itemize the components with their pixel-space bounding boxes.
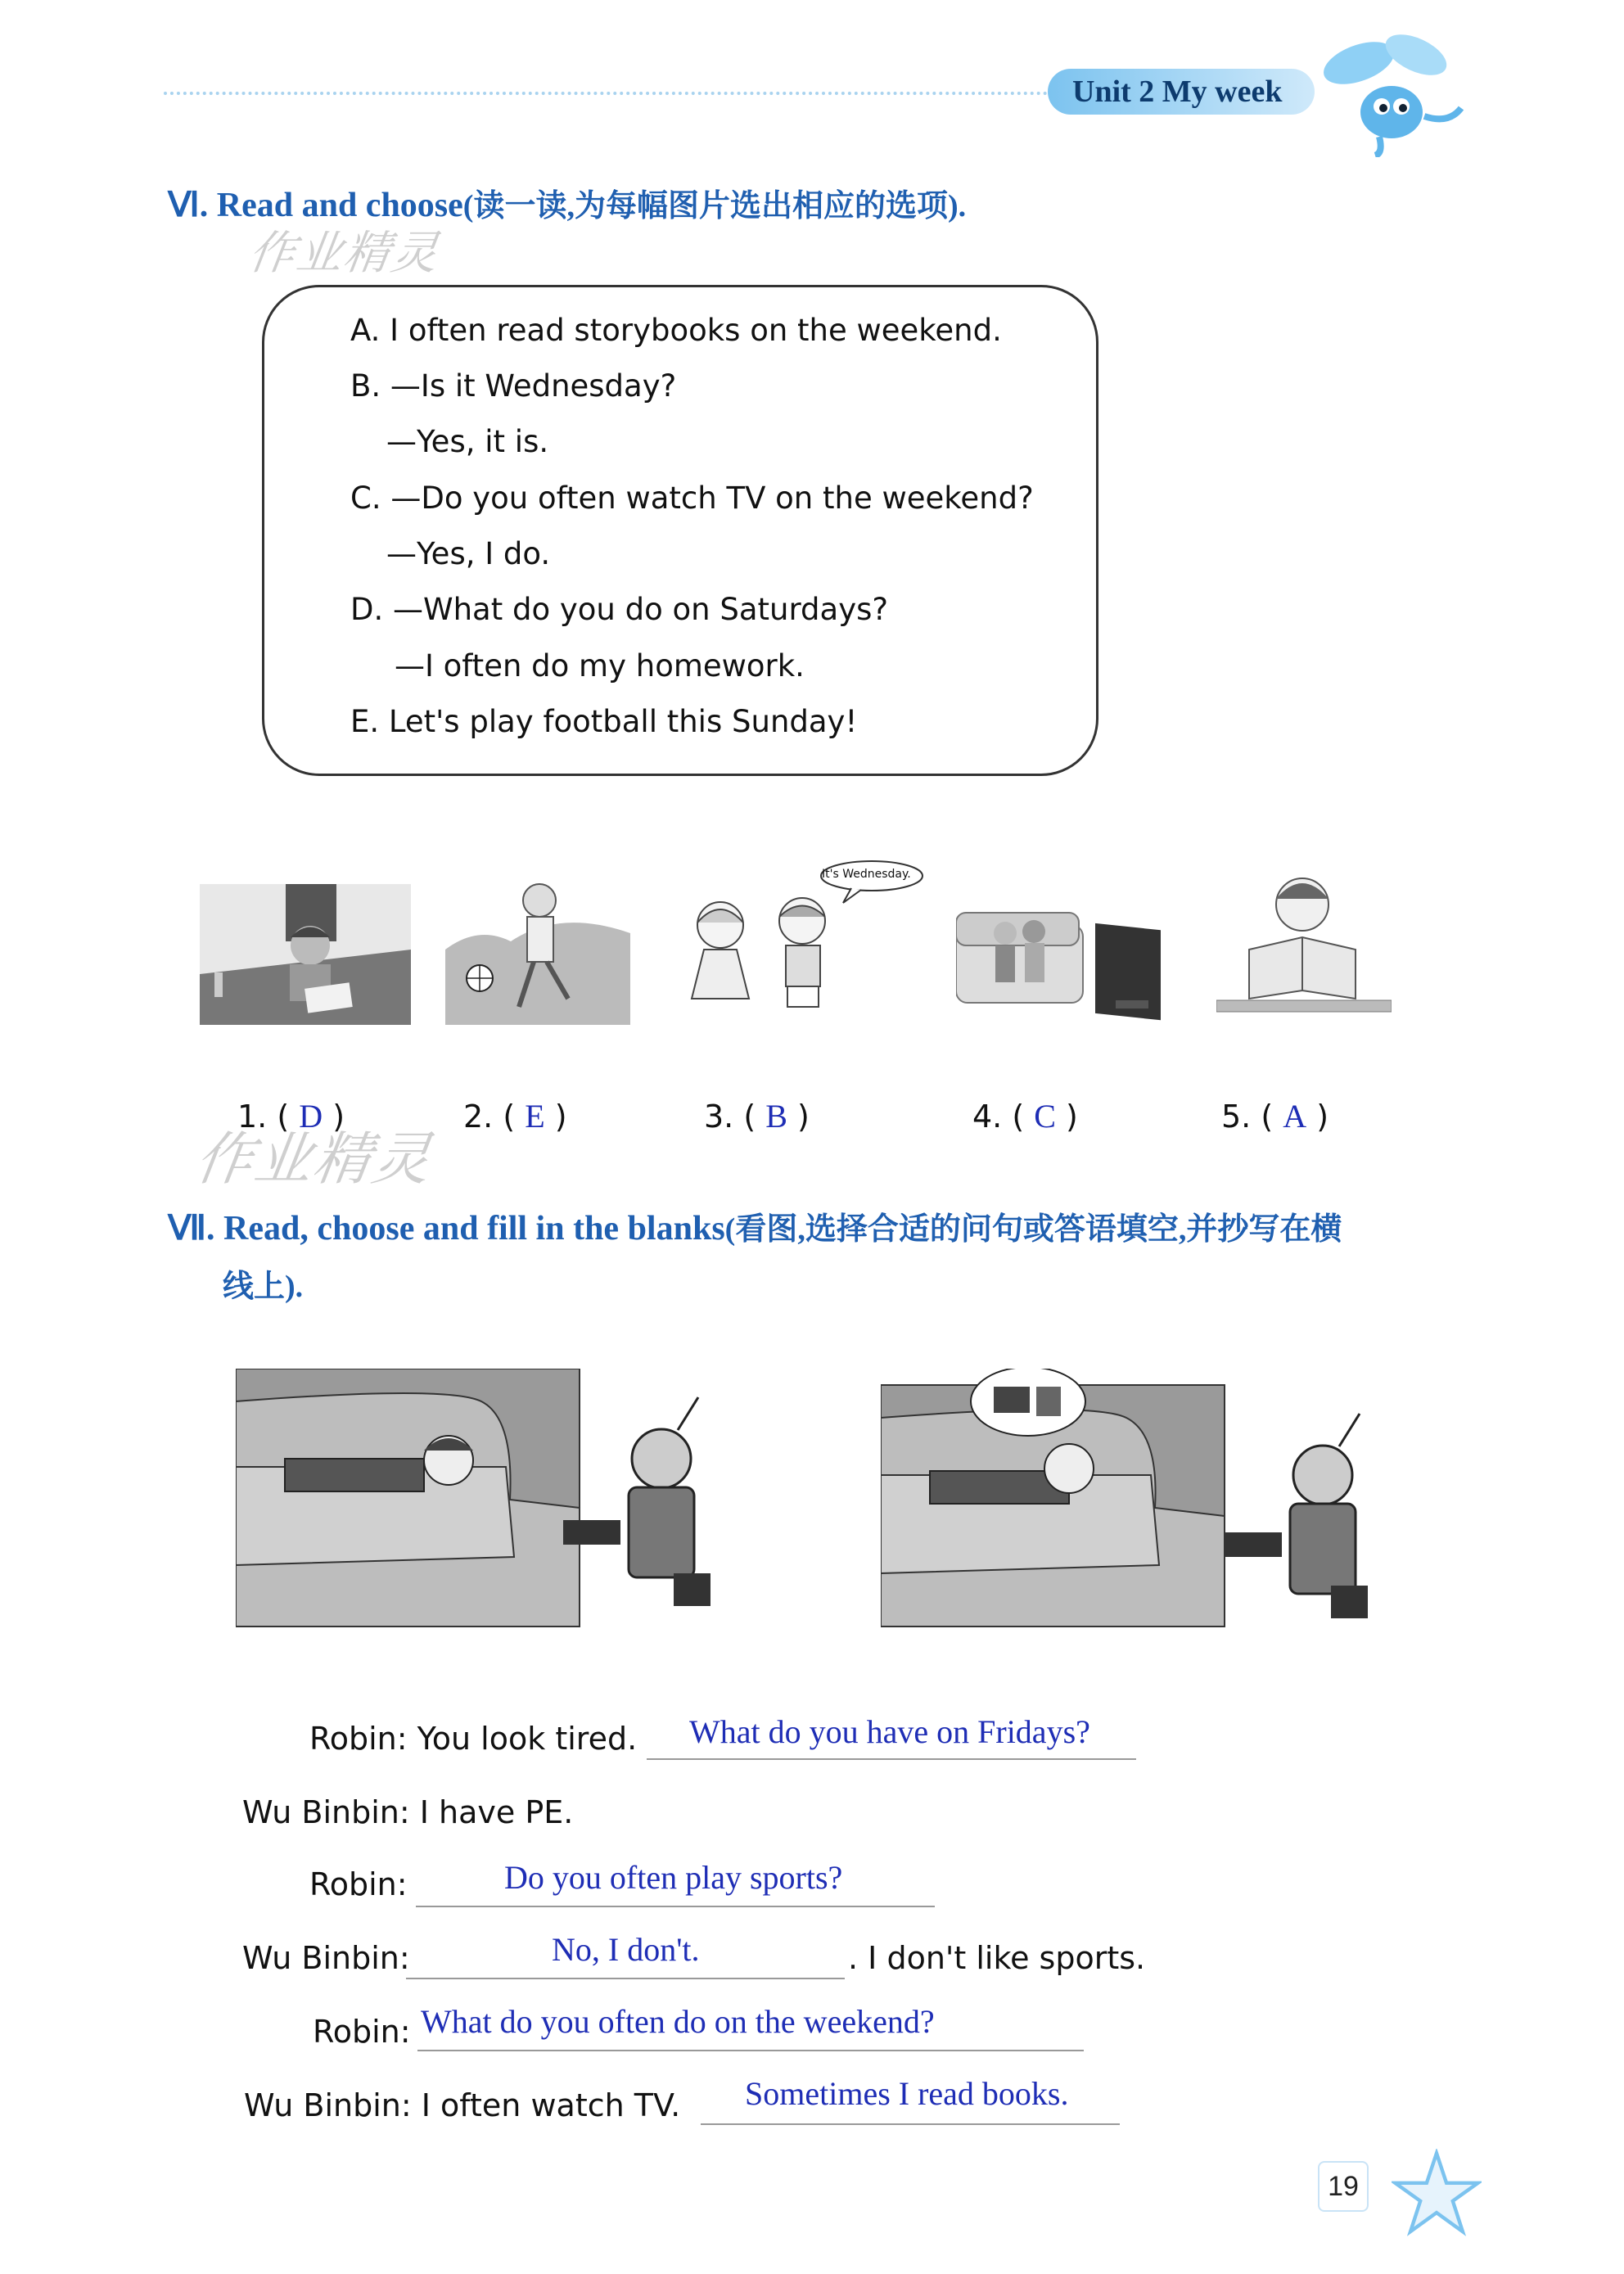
section-7-title-cn-2: 线上). — [223, 1270, 304, 1304]
speaker: Wu Binbin: — [242, 1940, 410, 1976]
answer-2: 2. ( E ) — [463, 1098, 567, 1135]
answer-3-value: B — [765, 1098, 787, 1135]
dialogue-line-4 — [242, 1940, 410, 1976]
option-c-answer: —Yes, I do. — [386, 536, 551, 571]
dialogue-line-4-after: . I don't like sports. — [848, 1940, 1146, 1976]
section-7-heading-line-2 — [223, 1261, 303, 1306]
answer-blank-3[interactable] — [406, 1978, 845, 1979]
option-b-answer: —Yes, it is. — [386, 424, 549, 459]
fill-answer-2: Do you often play sports? — [504, 1859, 843, 1896]
speaker: Robin: — [309, 1866, 408, 1902]
cartoon-panel-1 — [236, 1369, 743, 1631]
picture-5-reading — [1216, 868, 1392, 1025]
picture-3-wednesday — [679, 855, 925, 1027]
picture-2-football — [445, 876, 630, 1025]
answer-4: 4. ( C ) — [972, 1098, 1078, 1135]
page-number: 19 — [1318, 2161, 1369, 2212]
dialogue-line-3 — [309, 1866, 408, 1902]
line-text: I often watch TV. — [421, 2087, 681, 2123]
fill-answer-3: No, I don't. — [552, 1931, 700, 1968]
option-b-question: B. —Is it Wednesday? — [350, 368, 677, 404]
answer-3: 3. ( B ) — [704, 1098, 810, 1135]
picture-1-homework — [200, 884, 411, 1025]
answer-5-value: A — [1283, 1098, 1307, 1135]
section-6-title-cn: (读一读,为每幅图片选出相应的选项). — [462, 189, 967, 223]
dialogue-line-2 — [242, 1794, 573, 1830]
header-dotted-rule — [164, 92, 1048, 95]
watermark: 作业精灵 — [245, 227, 443, 280]
section-6-number: Ⅵ. — [168, 187, 209, 224]
option-c-question: C. —Do you often watch TV on the weekend? — [350, 481, 1034, 516]
section-7-title: Read, choose and fill in the blanks — [223, 1210, 725, 1248]
answer-3-number: 3. — [704, 1099, 734, 1135]
cartoon-panel-2 — [881, 1369, 1388, 1631]
option-a: A. I often read storybooks on the weekend. — [350, 313, 1002, 348]
section-7-title-cn-1: (看图,选择合适的问句或答语填空,并抄写在横 — [724, 1212, 1342, 1247]
fill-answer-5: Sometimes I read books. — [745, 2075, 1069, 2112]
speaker: Wu Binbin: — [242, 1794, 410, 1830]
answer-blank-2[interactable] — [416, 1906, 935, 1907]
section-7-heading — [168, 1203, 1342, 1248]
answer-1-value: D — [299, 1098, 323, 1135]
fill-answer-1: What do you have on Fridays? — [689, 1713, 1090, 1750]
dialogue-line-1 — [309, 1721, 637, 1757]
answer-1-number: 1. — [237, 1099, 268, 1135]
star-icon — [1392, 2149, 1482, 2239]
answer-4-value: C — [1034, 1098, 1056, 1135]
dialogue-line-6 — [244, 2087, 680, 2123]
speaker: Wu Binbin: — [244, 2087, 412, 2123]
answer-blank-5[interactable] — [701, 2123, 1120, 2125]
option-d-question: D. —What do you do on Saturdays? — [350, 592, 889, 627]
answer-4-number: 4. — [972, 1099, 1003, 1135]
answer-blank-1[interactable] — [647, 1758, 1136, 1760]
line-text: You look tired. — [417, 1721, 638, 1757]
answer-2-value: E — [525, 1098, 545, 1135]
answer-5-number: 5. — [1221, 1099, 1252, 1135]
answer-1: 1. ( D ) — [237, 1098, 345, 1135]
dialogue-line-5 — [313, 2014, 411, 2050]
fill-answer-4: What do you often do on the weekend? — [421, 2003, 935, 2040]
option-e: E. Let's play football this Sunday! — [350, 704, 858, 739]
speaker: Robin: — [309, 1721, 408, 1757]
speech-bubble-text: It's Wednesday. — [822, 868, 911, 881]
line-text: I have PE. — [419, 1794, 574, 1830]
picture-4-watching-tv — [956, 909, 1171, 1025]
options-box — [262, 285, 1098, 776]
speaker: Robin: — [313, 2014, 411, 2050]
mascot-icon — [1310, 18, 1473, 157]
option-d-answer: —I often do my homework. — [395, 648, 805, 684]
answer-2-number: 2. — [463, 1099, 494, 1135]
section-6-title: Read and choose — [216, 187, 463, 224]
unit-label: Unit 2 My week — [1048, 69, 1315, 115]
section-7-number: Ⅶ. — [168, 1210, 215, 1248]
watermark: 作业精灵 — [191, 1126, 436, 1193]
answer-5: 5. ( A ) — [1221, 1098, 1329, 1135]
answer-blank-4[interactable] — [417, 2050, 1084, 2051]
